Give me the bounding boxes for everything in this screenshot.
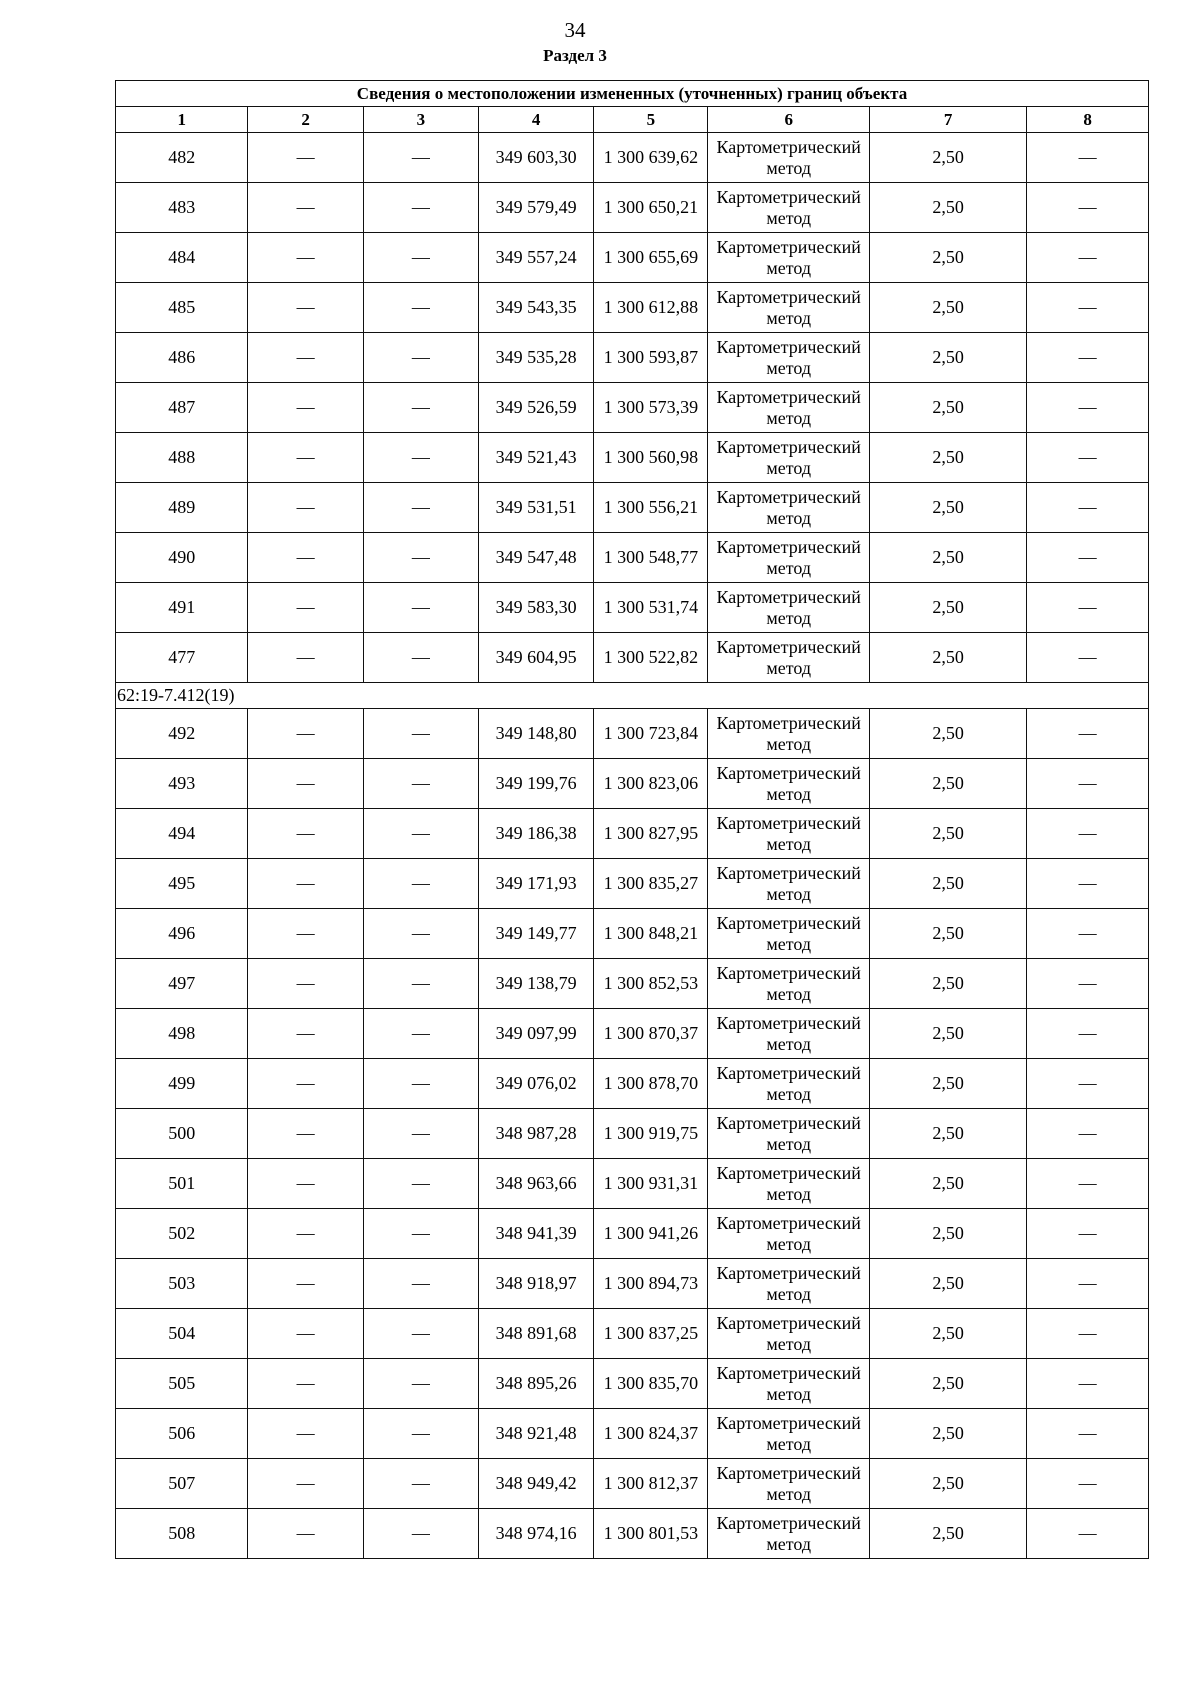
dash-cell: —: [248, 533, 363, 583]
dash-cell: —: [363, 483, 478, 533]
accuracy-cell: 2,50: [869, 1459, 1026, 1509]
dash-cell: —: [248, 183, 363, 233]
accuracy-cell: 2,50: [869, 1409, 1026, 1459]
method-cell: Картометрический метод: [708, 483, 870, 533]
y-coordinate-cell: 1 300 824,37: [594, 1409, 708, 1459]
dash-cell: —: [1027, 909, 1149, 959]
x-coordinate-cell: 348 921,48: [478, 1409, 593, 1459]
y-coordinate-cell: 1 300 639,62: [594, 133, 708, 183]
point-number-cell: 482: [116, 133, 248, 183]
accuracy-cell: 2,50: [869, 583, 1026, 633]
dash-cell: —: [1027, 759, 1149, 809]
point-number-cell: 492: [116, 709, 248, 759]
y-coordinate-cell: 1 300 593,87: [594, 333, 708, 383]
dash-cell: —: [363, 133, 478, 183]
dash-cell: —: [248, 233, 363, 283]
y-coordinate-cell: 1 300 812,37: [594, 1459, 708, 1509]
point-number-cell: 485: [116, 283, 248, 333]
x-coordinate-cell: 348 918,97: [478, 1259, 593, 1309]
x-coordinate-cell: 349 583,30: [478, 583, 593, 633]
dash-cell: —: [248, 633, 363, 683]
dash-cell: —: [1027, 809, 1149, 859]
dash-cell: —: [363, 283, 478, 333]
table-row: [116, 1359, 1149, 1409]
dash-cell: —: [363, 709, 478, 759]
dash-cell: —: [1027, 859, 1149, 909]
dash-cell: —: [248, 133, 363, 183]
table-row: [116, 809, 1149, 859]
accuracy-cell: 2,50: [869, 1509, 1026, 1559]
table-row: [116, 859, 1149, 909]
table-body: [116, 133, 1149, 1559]
y-coordinate-cell: 1 300 894,73: [594, 1259, 708, 1309]
dash-cell: —: [248, 1259, 363, 1309]
y-coordinate-cell: 1 300 548,77: [594, 533, 708, 583]
dash-cell: —: [248, 909, 363, 959]
column-number: 4: [478, 107, 593, 133]
x-coordinate-cell: 348 963,66: [478, 1159, 593, 1209]
point-number-cell: 491: [116, 583, 248, 633]
point-number-cell: 488: [116, 433, 248, 483]
dash-cell: —: [248, 1409, 363, 1459]
x-coordinate-cell: 349 521,43: [478, 433, 593, 483]
dash-cell: —: [1027, 1259, 1149, 1309]
y-coordinate-cell: 1 300 655,69: [594, 233, 708, 283]
x-coordinate-cell: 348 895,26: [478, 1359, 593, 1409]
dash-cell: —: [1027, 1309, 1149, 1359]
y-coordinate-cell: 1 300 919,75: [594, 1109, 708, 1159]
x-coordinate-cell: 349 531,51: [478, 483, 593, 533]
accuracy-cell: 2,50: [869, 1159, 1026, 1209]
method-cell: Картометрический метод: [708, 959, 870, 1009]
dash-cell: —: [248, 1059, 363, 1109]
dash-cell: —: [1027, 483, 1149, 533]
point-number-cell: 495: [116, 859, 248, 909]
accuracy-cell: 2,50: [869, 859, 1026, 909]
x-coordinate-cell: 348 891,68: [478, 1309, 593, 1359]
section-title: Раздел 3: [543, 46, 607, 65]
accuracy-cell: 2,50: [869, 759, 1026, 809]
accuracy-cell: 2,50: [869, 1059, 1026, 1109]
method-cell: Картометрический метод: [708, 233, 870, 283]
accuracy-cell: 2,50: [869, 959, 1026, 1009]
dash-cell: —: [363, 433, 478, 483]
column-number: 7: [869, 107, 1026, 133]
dash-cell: —: [248, 1159, 363, 1209]
dash-cell: —: [363, 909, 478, 959]
boundary-coordinates-table: [115, 80, 1149, 1559]
y-coordinate-cell: 1 300 612,88: [594, 283, 708, 333]
dash-cell: —: [248, 1109, 363, 1159]
dash-cell: —: [248, 433, 363, 483]
page-number: 34: [564, 18, 586, 42]
accuracy-cell: 2,50: [869, 909, 1026, 959]
dash-cell: —: [248, 1209, 363, 1259]
accuracy-cell: 2,50: [869, 1359, 1026, 1409]
dash-cell: —: [248, 283, 363, 333]
point-number-cell: 506: [116, 1409, 248, 1459]
method-cell: Картометрический метод: [708, 183, 870, 233]
method-cell: Картометрический метод: [708, 433, 870, 483]
table-row: [116, 633, 1149, 683]
dash-cell: —: [248, 1459, 363, 1509]
dash-cell: —: [248, 859, 363, 909]
dash-cell: —: [248, 1309, 363, 1359]
y-coordinate-cell: 1 300 852,53: [594, 959, 708, 1009]
table-row: [116, 283, 1149, 333]
table-row: [116, 759, 1149, 809]
dash-cell: —: [1027, 633, 1149, 683]
dash-cell: —: [1027, 1159, 1149, 1209]
dash-cell: —: [248, 959, 363, 1009]
point-number-cell: 490: [116, 533, 248, 583]
table-row: [116, 909, 1149, 959]
point-number-cell: 489: [116, 483, 248, 533]
x-coordinate-cell: 349 603,30: [478, 133, 593, 183]
method-cell: Картометрический метод: [708, 1059, 870, 1109]
point-number-cell: 505: [116, 1359, 248, 1409]
y-coordinate-cell: 1 300 827,95: [594, 809, 708, 859]
x-coordinate-cell: 349 535,28: [478, 333, 593, 383]
accuracy-cell: 2,50: [869, 183, 1026, 233]
table-row: [116, 133, 1149, 183]
dash-cell: —: [363, 183, 478, 233]
dash-cell: —: [1027, 383, 1149, 433]
x-coordinate-cell: 349 076,02: [478, 1059, 593, 1109]
table-row: [116, 709, 1149, 759]
dash-cell: —: [363, 583, 478, 633]
column-number: 8: [1027, 107, 1149, 133]
method-cell: Картометрический метод: [708, 1159, 870, 1209]
point-number-cell: 477: [116, 633, 248, 683]
accuracy-cell: 2,50: [869, 333, 1026, 383]
accuracy-cell: 2,50: [869, 1109, 1026, 1159]
point-number-cell: 496: [116, 909, 248, 959]
dash-cell: —: [1027, 283, 1149, 333]
method-cell: Картометрический метод: [708, 909, 870, 959]
x-coordinate-cell: 349 579,49: [478, 183, 593, 233]
accuracy-cell: 2,50: [869, 133, 1026, 183]
table-row: [116, 433, 1149, 483]
dash-cell: —: [363, 1359, 478, 1409]
accuracy-cell: 2,50: [869, 1209, 1026, 1259]
x-coordinate-cell: 348 941,39: [478, 1209, 593, 1259]
x-coordinate-cell: 349 547,48: [478, 533, 593, 583]
accuracy-cell: 2,50: [869, 1009, 1026, 1059]
y-coordinate-cell: 1 300 573,39: [594, 383, 708, 433]
table-row: [116, 1159, 1149, 1209]
y-coordinate-cell: 1 300 848,21: [594, 909, 708, 959]
dash-cell: —: [1027, 333, 1149, 383]
accuracy-cell: 2,50: [869, 633, 1026, 683]
dash-cell: —: [248, 1359, 363, 1409]
dash-cell: —: [248, 583, 363, 633]
dash-cell: —: [1027, 709, 1149, 759]
table-row: [116, 1009, 1149, 1059]
group-label-cell: 62:19-7.412(19): [116, 683, 1149, 709]
x-coordinate-cell: 349 199,76: [478, 759, 593, 809]
y-coordinate-cell: 1 300 823,06: [594, 759, 708, 809]
x-coordinate-cell: 348 974,16: [478, 1509, 593, 1559]
point-number-cell: 499: [116, 1059, 248, 1109]
dash-cell: —: [363, 1509, 478, 1559]
dash-cell: —: [363, 1009, 478, 1059]
dash-cell: —: [1027, 1209, 1149, 1259]
dash-cell: —: [363, 1309, 478, 1359]
x-coordinate-cell: 349 604,95: [478, 633, 593, 683]
method-cell: Картометрический метод: [708, 759, 870, 809]
dash-cell: —: [363, 809, 478, 859]
accuracy-cell: 2,50: [869, 809, 1026, 859]
dash-cell: —: [363, 633, 478, 683]
table-row: [116, 533, 1149, 583]
method-cell: Картометрический метод: [708, 1359, 870, 1409]
dash-cell: —: [248, 383, 363, 433]
point-number-cell: 501: [116, 1159, 248, 1209]
method-cell: Картометрический метод: [708, 333, 870, 383]
dash-cell: —: [363, 959, 478, 1009]
dash-cell: —: [1027, 1459, 1149, 1509]
method-cell: Картометрический метод: [708, 283, 870, 333]
x-coordinate-cell: 349 186,38: [478, 809, 593, 859]
column-number: 6: [708, 107, 870, 133]
dash-cell: —: [363, 1259, 478, 1309]
dash-cell: —: [248, 759, 363, 809]
point-number-cell: 486: [116, 333, 248, 383]
method-cell: Картометрический метод: [708, 859, 870, 909]
point-number-cell: 507: [116, 1459, 248, 1509]
accuracy-cell: 2,50: [869, 1309, 1026, 1359]
method-cell: Картометрический метод: [708, 133, 870, 183]
y-coordinate-cell: 1 300 556,21: [594, 483, 708, 533]
method-cell: Картометрический метод: [708, 583, 870, 633]
column-number: 2: [248, 107, 363, 133]
y-coordinate-cell: 1 300 941,26: [594, 1209, 708, 1259]
y-coordinate-cell: 1 300 650,21: [594, 183, 708, 233]
point-number-cell: 487: [116, 383, 248, 433]
table-row: [116, 333, 1149, 383]
column-number: 1: [116, 107, 248, 133]
method-cell: Картометрический метод: [708, 1509, 870, 1559]
column-number: 3: [363, 107, 478, 133]
method-cell: Картометрический метод: [708, 809, 870, 859]
method-cell: Картометрический метод: [708, 1259, 870, 1309]
dash-cell: —: [248, 1009, 363, 1059]
y-coordinate-cell: 1 300 837,25: [594, 1309, 708, 1359]
dash-cell: —: [1027, 1359, 1149, 1409]
accuracy-cell: 2,50: [869, 1259, 1026, 1309]
point-number-cell: 503: [116, 1259, 248, 1309]
table-row: [116, 233, 1149, 283]
point-number-cell: 500: [116, 1109, 248, 1159]
x-coordinate-cell: 349 097,99: [478, 1009, 593, 1059]
table-row: [116, 1459, 1149, 1509]
dash-cell: —: [1027, 1109, 1149, 1159]
table-row: [116, 183, 1149, 233]
dash-cell: —: [248, 1509, 363, 1559]
x-coordinate-cell: 349 148,80: [478, 709, 593, 759]
dash-cell: —: [1027, 1509, 1149, 1559]
method-cell: Картометрический метод: [708, 1009, 870, 1059]
accuracy-cell: 2,50: [869, 383, 1026, 433]
dash-cell: —: [1027, 233, 1149, 283]
dash-cell: —: [248, 809, 363, 859]
point-number-cell: 483: [116, 183, 248, 233]
method-cell: Картометрический метод: [708, 1209, 870, 1259]
accuracy-cell: 2,50: [869, 283, 1026, 333]
dash-cell: —: [363, 333, 478, 383]
table-row: [116, 1309, 1149, 1359]
accuracy-cell: 2,50: [869, 709, 1026, 759]
y-coordinate-cell: 1 300 835,27: [594, 859, 708, 909]
table-row: [116, 1509, 1149, 1559]
dash-cell: —: [1027, 533, 1149, 583]
dash-cell: —: [363, 233, 478, 283]
column-number-row: [116, 107, 1149, 133]
dash-cell: —: [363, 1209, 478, 1259]
dash-cell: —: [1027, 1409, 1149, 1459]
y-coordinate-cell: 1 300 723,84: [594, 709, 708, 759]
dash-cell: —: [1027, 133, 1149, 183]
table-row: [116, 1259, 1149, 1309]
y-coordinate-cell: 1 300 560,98: [594, 433, 708, 483]
table-row: [116, 1109, 1149, 1159]
accuracy-cell: 2,50: [869, 233, 1026, 283]
dash-cell: —: [363, 859, 478, 909]
x-coordinate-cell: 349 557,24: [478, 233, 593, 283]
dash-cell: —: [1027, 183, 1149, 233]
y-coordinate-cell: 1 300 931,31: [594, 1159, 708, 1209]
y-coordinate-cell: 1 300 870,37: [594, 1009, 708, 1059]
dash-cell: —: [363, 1109, 478, 1159]
point-number-cell: 493: [116, 759, 248, 809]
dash-cell: —: [1027, 959, 1149, 1009]
x-coordinate-cell: 349 526,59: [478, 383, 593, 433]
table-row: [116, 483, 1149, 533]
x-coordinate-cell: 348 987,28: [478, 1109, 593, 1159]
y-coordinate-cell: 1 300 801,53: [594, 1509, 708, 1559]
table-row: [116, 583, 1149, 633]
accuracy-cell: 2,50: [869, 483, 1026, 533]
table-row: [116, 1409, 1149, 1459]
dash-cell: —: [1027, 583, 1149, 633]
table-row: [116, 1209, 1149, 1259]
dash-cell: —: [363, 1059, 478, 1109]
method-cell: Картометрический метод: [708, 383, 870, 433]
dash-cell: —: [363, 1159, 478, 1209]
table-caption: Сведения о местоположении измененных (уточненных) границ объекта: [116, 81, 1149, 107]
table-row: [116, 1059, 1149, 1109]
dash-cell: —: [363, 1459, 478, 1509]
table-row: [116, 383, 1149, 433]
dash-cell: —: [248, 709, 363, 759]
dash-cell: —: [363, 759, 478, 809]
method-cell: Картометрический метод: [708, 533, 870, 583]
y-coordinate-cell: 1 300 878,70: [594, 1059, 708, 1109]
method-cell: Картометрический метод: [708, 1459, 870, 1509]
dash-cell: —: [363, 1409, 478, 1459]
point-number-cell: 508: [116, 1509, 248, 1559]
accuracy-cell: 2,50: [869, 533, 1026, 583]
point-number-cell: 494: [116, 809, 248, 859]
x-coordinate-cell: 349 543,35: [478, 283, 593, 333]
dash-cell: —: [248, 333, 363, 383]
x-coordinate-cell: 349 171,93: [478, 859, 593, 909]
point-number-cell: 504: [116, 1309, 248, 1359]
dash-cell: —: [1027, 1009, 1149, 1059]
method-cell: Картометрический метод: [708, 1309, 870, 1359]
method-cell: Картометрический метод: [708, 1109, 870, 1159]
dash-cell: —: [363, 383, 478, 433]
x-coordinate-cell: 349 149,77: [478, 909, 593, 959]
point-number-cell: 497: [116, 959, 248, 1009]
method-cell: Картометрический метод: [708, 709, 870, 759]
method-cell: Картометрический метод: [708, 1409, 870, 1459]
dash-cell: —: [1027, 1059, 1149, 1109]
accuracy-cell: 2,50: [869, 433, 1026, 483]
x-coordinate-cell: 349 138,79: [478, 959, 593, 1009]
table-row: [116, 959, 1149, 1009]
point-number-cell: 502: [116, 1209, 248, 1259]
column-number: 5: [594, 107, 708, 133]
method-cell: Картометрический метод: [708, 633, 870, 683]
y-coordinate-cell: 1 300 522,82: [594, 633, 708, 683]
y-coordinate-cell: 1 300 835,70: [594, 1359, 708, 1409]
point-number-cell: 498: [116, 1009, 248, 1059]
y-coordinate-cell: 1 300 531,74: [594, 583, 708, 633]
dash-cell: —: [248, 483, 363, 533]
x-coordinate-cell: 348 949,42: [478, 1459, 593, 1509]
group-header-row: [116, 683, 1149, 709]
dash-cell: —: [1027, 433, 1149, 483]
dash-cell: —: [363, 533, 478, 583]
point-number-cell: 484: [116, 233, 248, 283]
